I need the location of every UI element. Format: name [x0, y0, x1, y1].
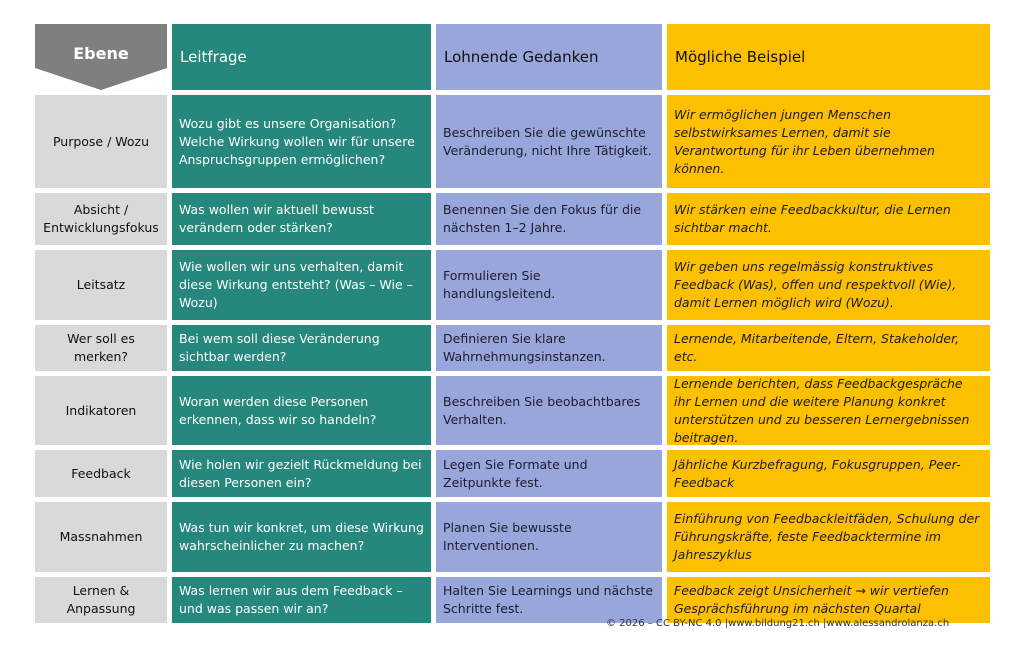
row-lernen-leitfrage: Was lernen wir aus dem Feedback – und was passen wir an? [172, 577, 431, 623]
row-massnahmen-gedanken: Planen Sie bewusste Interventionen. [436, 502, 662, 572]
row-leitsatz-beispiel: Wir geben uns regelmässig konstruktives Feedback (Was), offen und respektvoll (Wie), damit Lernen möglich wird (Wozu). [667, 250, 990, 320]
row-indikatoren-leitfrage: Woran werden diese Personen erkennen, dass wir so handeln? [172, 376, 431, 445]
row-absicht-ebene: Absicht / Entwicklungsfokus [35, 193, 167, 245]
row-leitsatz-gedanken: Formulieren Sie handlungsleitend. [436, 250, 662, 320]
row-feedback-leitfrage: Wie holen wir gezielt Rückmeldung bei diesen Personen ein? [172, 450, 431, 497]
row-wer-gedanken: Definieren Sie klare Wahrnehmungsinstanzen. [436, 325, 662, 371]
row-absicht-leitfrage: Was wollen wir aktuell bewusst verändern oder stärken? [172, 193, 431, 245]
row-wer-beispiel: Lernende, Mitarbeitende, Eltern, Stakeholder, etc. [667, 325, 990, 371]
row-absicht-gedanken: Benennen Sie den Fokus für die nächsten 1–2 Jahre. [436, 193, 662, 245]
row-leitsatz-leitfrage: Wie wollen wir uns verhalten, damit diese Wirkung entsteht? (Was – Wie – Wozu) [172, 250, 431, 320]
row-wer-ebene: Wer soll es merken? [35, 325, 167, 371]
row-purpose-gedanken: Beschreiben Sie die gewünschte Veränderung, nicht Ihre Tätigkeit. [436, 95, 662, 188]
row-indikatoren-gedanken: Beschreiben Sie beobachtbares Verhalten. [436, 376, 662, 445]
row-indikatoren-ebene: Indikatoren [35, 376, 167, 445]
header-ebene-label: Ebene [73, 44, 129, 63]
header-leitfrage: Leitfrage [172, 24, 431, 90]
row-indikatoren-beispiel: Lernende berichten, dass Feedbackgespräche ihr Lernen und die weitere Planung konkret unterstützen und zu besseren Lernergebnissen beitragen. [667, 376, 990, 445]
row-massnahmen-beispiel: Einführung von Feedbackleitfäden, Schulung der Führungskräfte, feste Feedbacktermine im Jahreszyklus [667, 502, 990, 572]
footer-credits: © 2026 – CC BY-NC 4.0 |www.bildung21.ch |www.alessandrolanza.ch [606, 618, 950, 629]
row-leitsatz-ebene: Leitsatz [35, 250, 167, 320]
row-massnahmen-leitfrage: Was tun wir konkret, um diese Wirkung wahrscheinlicher zu machen? [172, 502, 431, 572]
header-moegliche-beispiel: Mögliche Beispiel [667, 24, 990, 90]
header-ebene [35, 24, 167, 90]
header-lohnende-gedanken: Lohnende Gedanken [436, 24, 662, 90]
row-purpose-beispiel: Wir ermöglichen jungen Menschen selbstwirksames Lernen, damit sie Verantwortung für ihr Leben übernehmen können. [667, 95, 990, 188]
row-purpose-ebene: Purpose / Wozu [35, 95, 167, 188]
row-wer-leitfrage: Bei wem soll diese Veränderung sichtbar werden? [172, 325, 431, 371]
row-feedback-ebene: Feedback [35, 450, 167, 497]
row-massnahmen-ebene: Massnahmen [35, 502, 167, 572]
row-absicht-beispiel: Wir stärken eine Feedbackkultur, die Lernen sichtbar macht. [667, 193, 990, 245]
row-lernen-ebene: Lernen & Anpassung [35, 577, 167, 623]
row-purpose-leitfrage: Wozu gibt es unsere Organisation? Welche Wirkung wollen wir für unsere Anspruchsgruppen ermöglichen? [172, 95, 431, 188]
row-feedback-gedanken: Legen Sie Formate und Zeitpunkte fest. [436, 450, 662, 497]
row-feedback-beispiel: Jährliche Kurzbefragung, Fokusgruppen, Peer-Feedback [667, 450, 990, 497]
row-lernen-beispiel: Feedback zeigt Unsicherheit → wir vertiefen Gesprächsführung im nächsten Quartal [667, 577, 990, 623]
framework-table [35, 24, 990, 623]
row-lernen-gedanken: Halten Sie Learnings und nächste Schritte fest. [436, 577, 662, 623]
